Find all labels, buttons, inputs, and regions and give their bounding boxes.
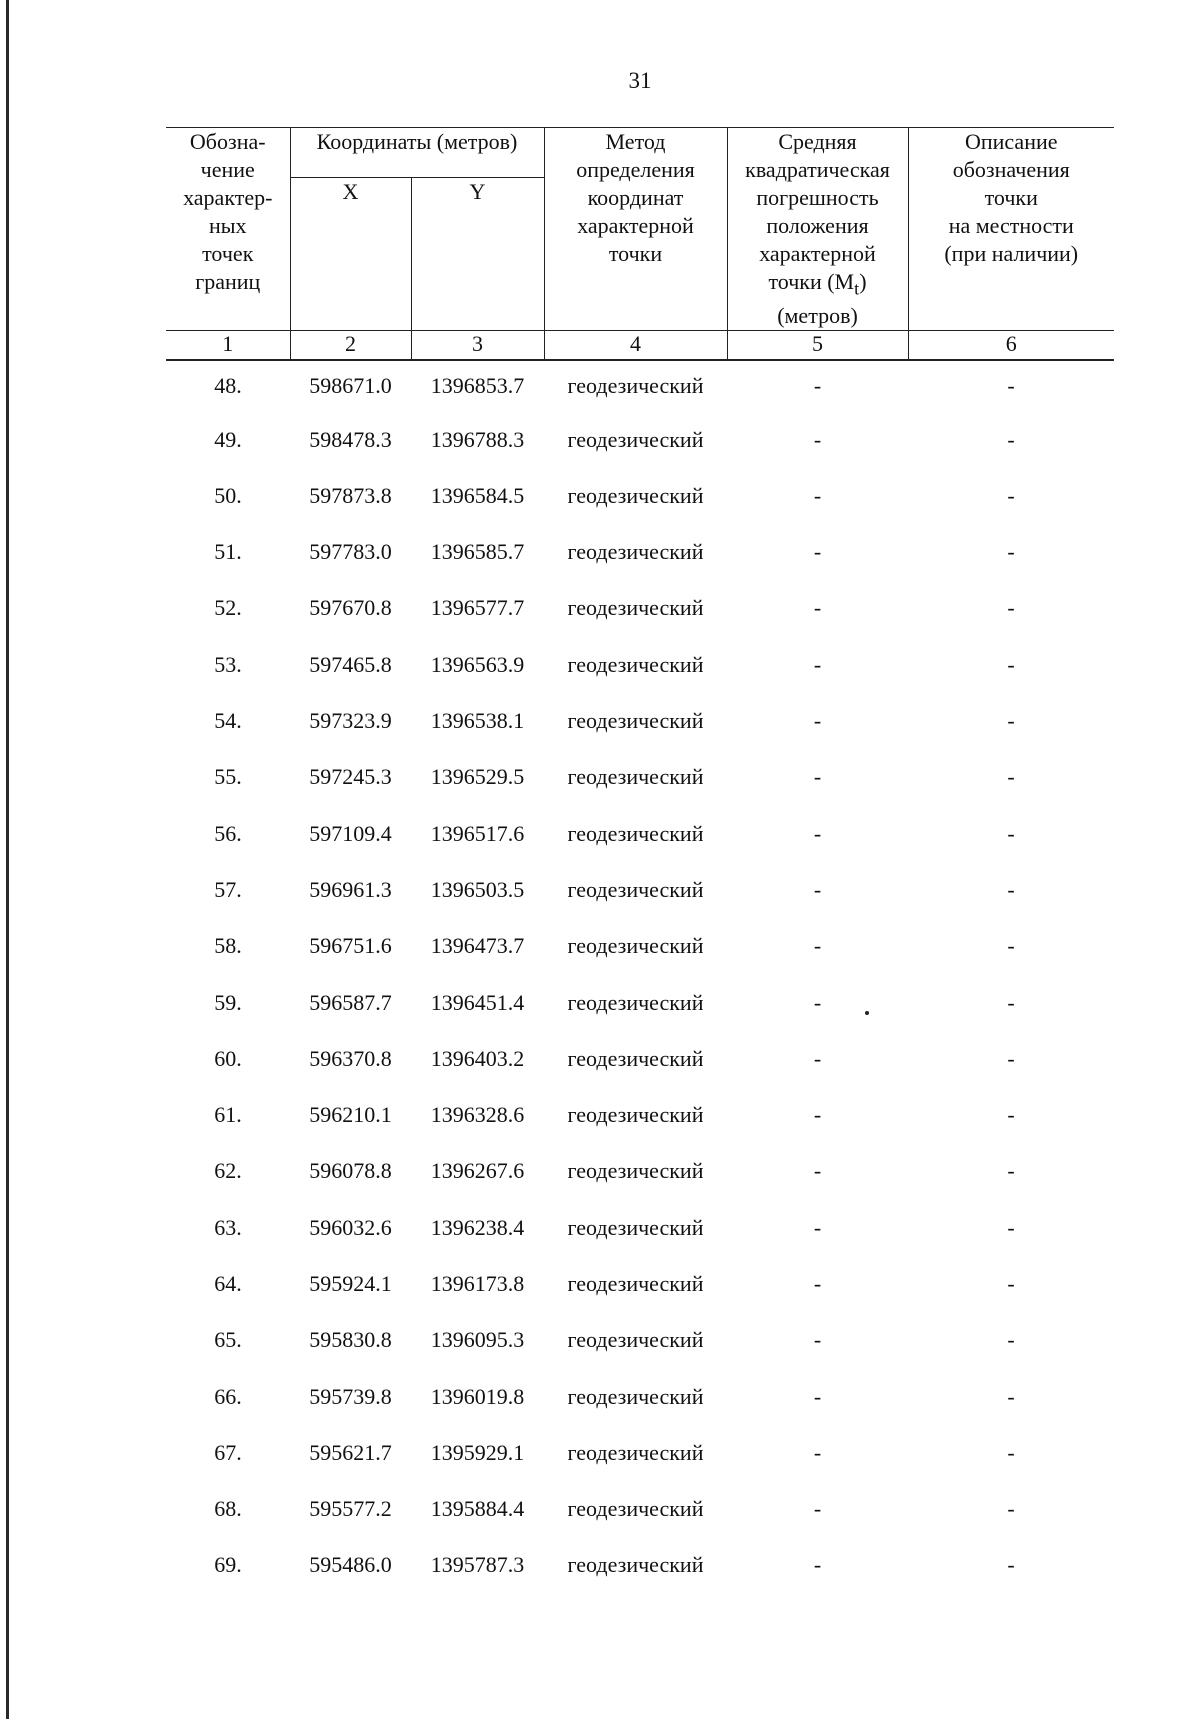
description-cell: - xyxy=(1007,1383,1015,1409)
x-coordinate-cell: 596078.8 xyxy=(309,1158,392,1184)
method-cell: геодезический xyxy=(567,651,704,677)
table-row xyxy=(166,693,1114,749)
point-number-cell: 58. xyxy=(214,933,242,959)
x-coordinate-cell: 596370.8 xyxy=(309,1045,392,1071)
error-cell: - xyxy=(813,1383,822,1409)
point-number-cell: 50. xyxy=(214,482,242,508)
point-number-cell: 64. xyxy=(214,1270,242,1296)
x-coordinate-cell: 598671.0 xyxy=(309,373,392,399)
point-number-cell: 65. xyxy=(214,1327,242,1353)
table-row xyxy=(166,1143,1114,1199)
y-coordinate-cell: 1396238.4 xyxy=(430,1214,525,1240)
y-coordinate-cell: 1396019.8 xyxy=(430,1383,525,1409)
error-cell: - xyxy=(813,1045,822,1071)
error-cell: - xyxy=(813,1158,822,1184)
description-cell: - xyxy=(1007,1102,1015,1128)
y-coordinate-cell: 1396403.2 xyxy=(430,1045,525,1071)
table-row xyxy=(166,1368,1114,1424)
table-body xyxy=(166,360,1114,1593)
error-cell: - xyxy=(813,989,822,1015)
table-row xyxy=(166,1200,1114,1256)
method-cell: геодезический xyxy=(567,820,704,846)
method-cell: геодезический xyxy=(567,482,704,508)
column-number: 2 xyxy=(290,331,411,361)
x-coordinate-cell: 596751.6 xyxy=(309,933,392,959)
error-cell: - xyxy=(813,1496,822,1522)
scan-speck xyxy=(865,1011,869,1015)
error-cell: - xyxy=(813,1552,822,1578)
method-cell: геодезический xyxy=(567,1383,704,1409)
table-row xyxy=(166,918,1114,974)
point-number-cell: 49. xyxy=(214,426,242,452)
description-cell: - xyxy=(1007,595,1015,621)
header-mean-square-error xyxy=(727,128,908,331)
x-coordinate-cell: 597465.8 xyxy=(309,651,392,677)
point-number-cell: 69. xyxy=(214,1552,242,1578)
method-cell: геодезический xyxy=(567,539,704,565)
page-number: 31 xyxy=(628,68,652,93)
method-cell: геодезический xyxy=(567,426,704,452)
table-row xyxy=(166,411,1114,467)
method-cell: геодезический xyxy=(567,1158,704,1184)
method-cell: геодезический xyxy=(567,1102,704,1128)
table-row xyxy=(166,580,1114,636)
description-cell: - xyxy=(1007,373,1015,399)
table-row xyxy=(166,1481,1114,1537)
x-coordinate-cell: 597323.9 xyxy=(309,708,392,734)
table-row xyxy=(166,468,1114,524)
description-cell: - xyxy=(1007,1439,1015,1465)
table-row xyxy=(166,974,1114,1030)
table-row xyxy=(166,805,1114,861)
description-cell: - xyxy=(1007,651,1015,677)
y-coordinate-cell: 1396328.6 xyxy=(430,1102,525,1128)
point-number-cell: 68. xyxy=(214,1496,242,1522)
error-cell: - xyxy=(813,933,822,959)
table-row xyxy=(166,862,1114,918)
y-coordinate-cell: 1396563.9 xyxy=(430,651,525,677)
y-coordinate-cell: 1395787.3 xyxy=(430,1552,525,1578)
error-cell: - xyxy=(813,482,822,508)
point-number-cell: 62. xyxy=(214,1158,242,1184)
table-row xyxy=(166,1256,1114,1312)
y-coordinate-cell: 1396503.5 xyxy=(430,876,525,902)
description-cell: - xyxy=(1007,820,1015,846)
error-cell: - xyxy=(813,820,822,846)
error-cell: - xyxy=(813,708,822,734)
column-number: 3 xyxy=(411,331,544,361)
x-coordinate-cell: 598478.3 xyxy=(309,426,392,452)
header-mean-square-error-text: Средняя квадратическая погрешность положения характерной точки (M xyxy=(745,129,890,294)
table-row xyxy=(166,1087,1114,1143)
x-coordinate-cell: 596961.3 xyxy=(309,876,392,902)
description-cell: - xyxy=(1007,708,1015,734)
description-cell: - xyxy=(1007,1552,1015,1578)
point-number-cell: 63. xyxy=(214,1214,242,1240)
table-row xyxy=(166,1537,1114,1593)
header-coordinates: Координаты (метров) xyxy=(290,128,544,178)
description-cell: - xyxy=(1007,933,1015,959)
y-coordinate-cell: 1396788.3 xyxy=(430,426,525,452)
column-number: 6 xyxy=(908,331,1114,361)
error-cell: - xyxy=(813,876,822,902)
error-cell: - xyxy=(813,764,822,790)
column-number: 4 xyxy=(544,331,727,361)
y-coordinate-cell: 1395929.1 xyxy=(430,1439,525,1465)
description-cell: - xyxy=(1007,1270,1015,1296)
method-cell: геодезический xyxy=(567,1270,704,1296)
method-cell: геодезический xyxy=(567,1439,704,1465)
header-description: Описание обозначения точки на местности (при наличии) xyxy=(908,128,1114,331)
point-number-cell: 61. xyxy=(214,1102,242,1128)
description-cell: - xyxy=(1007,1496,1015,1522)
method-cell: геодезический xyxy=(567,1552,704,1578)
y-coordinate-cell: 1396538.1 xyxy=(430,708,525,734)
point-number-cell: 54. xyxy=(214,708,242,734)
error-cell: - xyxy=(813,651,822,677)
x-coordinate-cell: 596587.7 xyxy=(309,989,392,1015)
description-cell: - xyxy=(1007,989,1015,1015)
description-cell: - xyxy=(1007,1158,1015,1184)
error-cell: - xyxy=(813,539,822,565)
point-number-cell: 59. xyxy=(214,989,242,1015)
x-coordinate-cell: 595924.1 xyxy=(309,1270,392,1296)
description-cell: - xyxy=(1007,539,1015,565)
x-coordinate-cell: 595577.2 xyxy=(309,1496,392,1522)
y-coordinate-cell: 1396577.7 xyxy=(430,595,525,621)
y-coordinate-cell: 1396529.5 xyxy=(430,764,525,790)
point-number-cell: 66. xyxy=(214,1383,242,1409)
error-cell: - xyxy=(813,1214,822,1240)
x-coordinate-cell: 596210.1 xyxy=(309,1102,392,1128)
point-number-cell: 60. xyxy=(214,1045,242,1071)
y-coordinate-cell: 1395884.4 xyxy=(430,1496,525,1522)
error-cell: - xyxy=(813,1439,822,1465)
scan-edge-line xyxy=(6,0,9,1719)
x-coordinate-cell: 597873.8 xyxy=(309,482,392,508)
method-cell: геодезический xyxy=(567,373,704,399)
description-cell: - xyxy=(1007,876,1015,902)
point-number-cell: 55. xyxy=(214,764,242,790)
x-coordinate-cell: 597245.3 xyxy=(309,764,392,790)
method-cell: геодезический xyxy=(567,595,704,621)
point-number-cell: 53. xyxy=(214,651,242,677)
description-cell: - xyxy=(1007,764,1015,790)
y-coordinate-cell: 1396473.7 xyxy=(430,933,525,959)
x-coordinate-cell: 597670.8 xyxy=(309,595,392,621)
method-cell: геодезический xyxy=(567,1327,704,1353)
y-coordinate-cell: 1396267.6 xyxy=(430,1158,525,1184)
header-point-designation: Обозна- чение характер- ных точек границ xyxy=(166,128,290,331)
error-cell: - xyxy=(813,1327,822,1353)
description-cell: - xyxy=(1007,1045,1015,1071)
table-row xyxy=(166,1312,1114,1368)
error-cell: - xyxy=(813,426,822,452)
y-coordinate-cell: 1396517.6 xyxy=(430,820,525,846)
coordinates-table xyxy=(166,127,1114,1594)
method-cell: геодезический xyxy=(567,1496,704,1522)
header-method: Метод определения координат характерной точки xyxy=(544,128,727,331)
y-coordinate-cell: 1396853.7 xyxy=(430,373,525,399)
method-cell: геодезический xyxy=(567,989,704,1015)
y-coordinate-cell: 1396584.5 xyxy=(430,482,525,508)
x-coordinate-cell: 595830.8 xyxy=(309,1327,392,1353)
method-cell: геодезический xyxy=(567,708,704,734)
point-number-cell: 51. xyxy=(214,539,242,565)
method-cell: геодезический xyxy=(567,933,704,959)
error-cell: - xyxy=(813,373,822,399)
table-row xyxy=(166,1031,1114,1087)
point-number-cell: 48. xyxy=(214,373,242,399)
x-coordinate-cell: 597783.0 xyxy=(309,539,392,565)
table-row xyxy=(166,524,1114,580)
x-coordinate-cell: 596032.6 xyxy=(309,1214,392,1240)
header-x: X xyxy=(290,178,411,331)
point-number-cell: 67. xyxy=(214,1439,242,1465)
table-row xyxy=(166,360,1114,411)
description-cell: - xyxy=(1007,482,1015,508)
error-cell: - xyxy=(813,1270,822,1296)
header-y: Y xyxy=(411,178,544,331)
error-cell: - xyxy=(813,1102,822,1128)
method-cell: геодезический xyxy=(567,764,704,790)
method-cell: геодезический xyxy=(567,1214,704,1240)
y-coordinate-cell: 1396095.3 xyxy=(430,1327,525,1353)
header-mean-square-error-subscript: t xyxy=(854,278,860,299)
table-row xyxy=(166,1425,1114,1481)
error-cell: - xyxy=(813,595,822,621)
y-coordinate-cell: 1396173.8 xyxy=(430,1270,525,1296)
x-coordinate-cell: 597109.4 xyxy=(309,820,392,846)
table-row xyxy=(166,637,1114,693)
x-coordinate-cell: 595486.0 xyxy=(309,1552,392,1578)
description-cell: - xyxy=(1007,426,1015,452)
description-cell: - xyxy=(1007,1214,1015,1240)
point-number-cell: 52. xyxy=(214,595,242,621)
point-number-cell: 56. xyxy=(214,820,242,846)
header-mean-square-error-unit: ) (метров) xyxy=(777,269,867,329)
y-coordinate-cell: 1396585.7 xyxy=(430,539,525,565)
column-number-row xyxy=(166,331,1114,361)
x-coordinate-cell: 595739.8 xyxy=(309,1383,392,1409)
column-number: 5 xyxy=(727,331,908,361)
point-number-cell: 57. xyxy=(214,876,242,902)
x-coordinate-cell: 595621.7 xyxy=(309,1439,392,1465)
table-row xyxy=(166,749,1114,805)
method-cell: геодезический xyxy=(567,1045,704,1071)
y-coordinate-cell: 1396451.4 xyxy=(430,989,525,1015)
method-cell: геодезический xyxy=(567,876,704,902)
description-cell: - xyxy=(1007,1327,1015,1353)
column-number: 1 xyxy=(166,331,290,361)
